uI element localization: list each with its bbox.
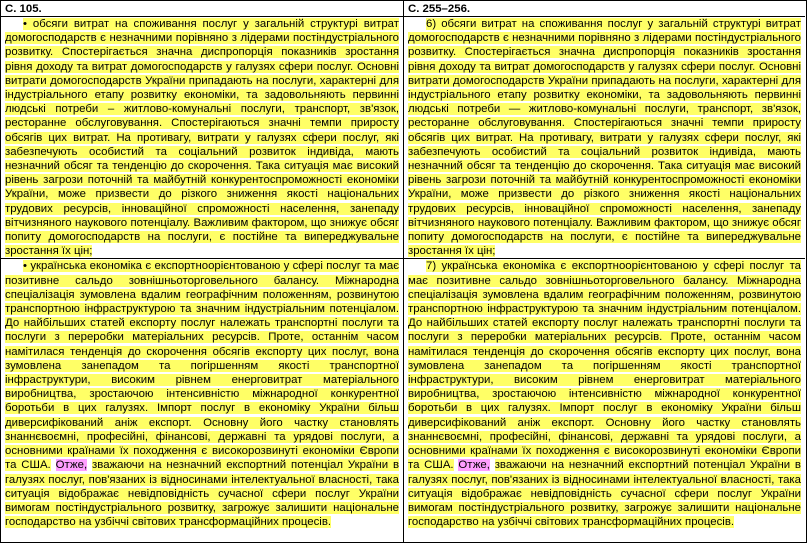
left-paragraph-2-text-b: зважаючи на незначний експортний потенціал України в галузях послуг, пов'язаних із відносинами інтелектуальної власності, така ситуація відображає невідповідність сучасної сфери послуг України вимогам постіндустріального розвитку, загрожує залишити національне господарство на узбіччі світових трансформаційних процесів. [5, 459, 399, 529]
left-paragraph-2 [5, 259, 399, 529]
left-paragraph-2-marker: Отже, [55, 459, 88, 472]
left-paragraph-1 [5, 17, 399, 258]
right-column [403, 1, 805, 542]
left-paragraph-2-text-a: • українська економіка є експортноорієнтованою у сфері послуг та має позитивне сальдо зовнішньоторговельного балансу. Міжнародна спеціалізація зумовлена вдалим географічним положенням, розвинутою транспортною інфраструктурою та значним індустріальним потенціалом. До найбільших статей експорту послуг належать транспортні послуги та послуги з переробки матеріальних ресурсів. Проте, останнім часом намітилася тенденція до скорочення обсягів експорту цих послуг, вона зумовлена занепадом та погіршенням якості транспортної інфраструктури, високим рівнем енерговитрат матеріального виробництва, зростаючою інтенсивністю міжнародної конкурентної боротьби в цих галузях. Імпорт послуг в економіку України більш диверсифікований аніж експорт. Основну його частку становлять знаннєвоємні, професійні, фінансові, державні та урядові послуги, а основними країнами їх походження є високорозвинуті економіки Європи та США. [5, 260, 399, 472]
right-paragraph-2 [408, 259, 801, 529]
left-column-header: С. 105. [5, 3, 42, 15]
right-column-header: С. 255–256. [408, 3, 471, 15]
right-paragraph-2-text-a: 7) українська економіка є експортноорієнтованою у сфері послуг та має позитивне сальдо зовнішньоторговельного балансу. Міжнародна спеціалізація зумовлена вдалим географічним положенням, розвинутою транспортною інфраструктурою та значним індустріальним потенціалом. До найбільших статей експорту послуг належать транспортні послуги та послуги з переробки матеріальних ресурсів. Проте, останнім часом намітилася тенденція до скорочення обсягів експорту цих послуг, вона зумовлена занепадом та погіршенням якості транспортної інфраструктури, високим рівнем енерговитрат матеріального виробництва, зростаючою інтенсивністю міжнародної конкурентної боротьби в цих галузях. Імпорт послуг в економіку України більш диверсифікований аніж експорт. Основну його частку становлять знаннєвоємні, професійні, фінансові, державні та урядові послуги, а основними країнами їх походження є високорозвинуті економіки Європи та США. [408, 260, 801, 472]
right-paragraph-2-text-b: зважаючи на незначний експортний потенціал України в галузях послуг, пов'язаних із відносинами інтелектуальної власності, така ситуація відображає невідповідність сучасної сфери послуг України вимогам постіндустріального розвитку, загрожує залишити національне господарство на узбіччі світових трансформаційних процесів. [408, 459, 801, 529]
right-paragraph-1 [408, 17, 801, 258]
left-column [1, 1, 403, 542]
left-paragraph-1-text: • обсяги витрат на споживання послуг у загальній структурі витрат домогосподарств є незначними порівняно з лідерами постіндустріального розвитку. Спостерігається значна диспропорція показників зростання рівня доходу та витрат домогосподарств у галузях сфери послуг. Основні витрати домогосподарств України припадають на послуги, характерні для індустріального етапу розвитку економіки, та задовольняють первинні людські потреби – житлово-комунальні послуги, транспорт, зв'язок, ресторанне обслуговування. Спостерігаються значні темпи приросту обсягів цих витрат. На противагу, витрати у галузях сфери послуг, які забезпечують особистий та соціальний розвиток індивіда, мають незначний обсяг та тенденцію до скорочення. Така ситуація має високий рівень загрози поточній та майбутній конкурентоспроможності економіки України, може призвести до різкого зниження якості національних трудових ресурсів, інноваційної спроможності населення, занепаду вітчизняного наукового потенціалу. Важливим фактором, що знижує обсяг попиту домогосподарств на послуги, є постійне та випереджувальне зростання їх цін; [5, 18, 399, 258]
right-paragraph-1-text: 6) обсяги витрат на споживання послуг у загальній структурі витрат домогосподарств є незначними порівняно з лідерами постіндустріального розвитку. Спостерігається значна диспропорція показників зростання рівня доходу та витрат домогосподарств у галузях сфери послуг. Основні витрати домогосподарств України припадають на послуги, характерні для індустріального етапу розвитку економіки, та задовольняють первинні людські потреби — житлово-комунальні послуги, транспорт, зв'язок, ресторанне обслуговування. Спостерігаються значні темпи приросту обсягів цих витрат. На противагу, витрати у галузях сфери послуг, які забезпечують особистий та соціальний розвиток індивіда, мають незначний обсяг та тенденцію до скорочення. Така ситуація має високий рівень загрози поточній та майбутній конкурентоспроможності економіки України, може призвести до різкого зниження якості національних трудових ресурсів, інноваційної спроможності населення, занепаду вітчизняного наукового потенціалу. Важливим фактором, що знижує обсяг попиту домогосподарств на послуги, є постійне та випереджувальне зростання їх цін; [408, 18, 801, 258]
right-paragraph-2-marker: Отже, [458, 459, 490, 472]
